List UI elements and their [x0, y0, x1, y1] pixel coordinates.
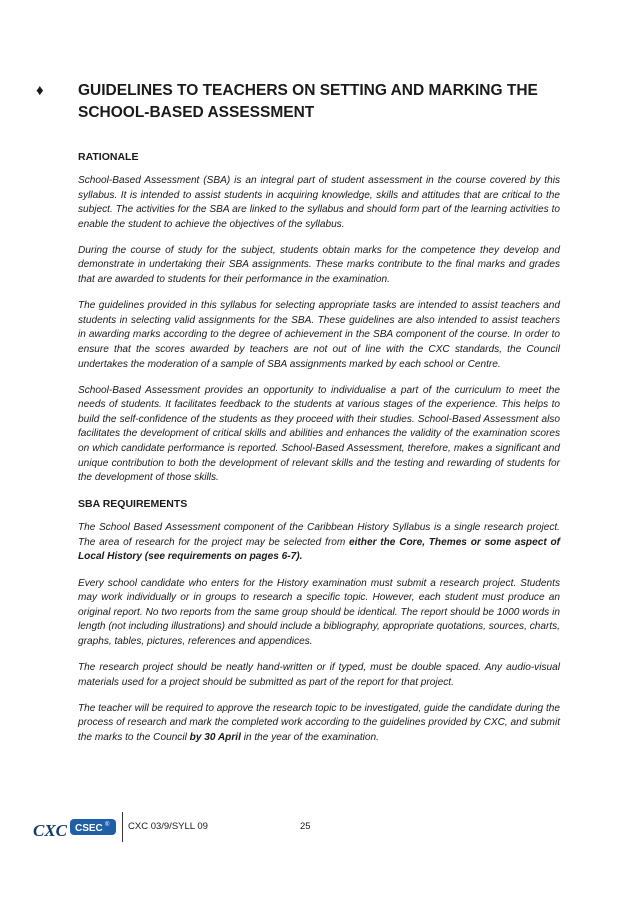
csec-logo-text: CSEC [75, 823, 103, 834]
rationale-paragraph-4: School-Based Assessment provides an opportunity to individualise a part of the curriculum to meet the needs of students. It facilitates feedback to the students at various stages of the experience. This helps to build the self-confidence of the students as they proceed with their studies. School-Based Assessment also facilitates the development of critical skills and abilities and enhances the validity of the examination scores on which candidate performance is reported. School-Based Assessment, therefore, makes a significant and unique contribution to both the development of relevant skills and the testing and rewarding of students for the development of those skills. [78, 384, 560, 484]
rationale-title: RATIONALE [78, 151, 139, 163]
body-content [78, 150, 560, 757]
requirements-p1-text: The School Based Assessment component of the Caribbean History Syllabus is a single research project. The area of research for the project may be selected from [78, 522, 560, 548]
page-number: 25 [300, 821, 311, 832]
requirements-p4-text: The teacher will be required to approve the research topic to be investigated, guide the candidate during the process of research and mark the completed work according to the guidelines provided by CXC, and submit the marks to the Council [78, 702, 560, 743]
cxc-csec-logo [32, 812, 118, 844]
title-line-2: SCHOOL-BASED ASSESSMENT [78, 104, 315, 121]
requirements-paragraph-3: The research project should be neatly hand-written or if typed, must be double spaced. Any audio-visual materials used for a project should be submitted as part of the report for that project. [78, 662, 560, 688]
footer-divider [122, 812, 123, 842]
syllabus-code: CXC 03/9/SYLL 09 [128, 821, 208, 832]
page-footer [32, 812, 352, 844]
requirements-paragraph-4 [78, 702, 560, 746]
requirements-p4-bold: by 30 April [189, 731, 241, 743]
title-line-1: GUIDELINES TO TEACHERS ON SETTING AND MARKING THE [78, 82, 538, 99]
registered-mark: ® [105, 822, 110, 828]
requirements-paragraph-1 [78, 521, 560, 565]
rationale-paragraph-3: The guidelines provided in this syllabus for selecting appropriate tasks are intended to assist teachers and students in selecting valid assignments for the SBA. These guidelines are also intended to assist teachers in awarding marks according to the degree of achievement in the SBA component of the course. In order to ensure that the scores awarded by teachers are not out of line with the CXC standards, the Council undertakes the moderation of a sample of SBA assignments marked by each school or Centre. [78, 300, 560, 370]
cxc-logo-mark: CXC [33, 821, 68, 840]
rationale-paragraph-2: During the course of study for the subject, students obtain marks for the competence they develop and demonstrate in undertaking their SBA assignments. These marks contribute to the final marks and grades that are awarded to students for their performance in the examination. [78, 244, 560, 286]
requirements-p4-end: in the year of the examination. [240, 731, 379, 743]
sba-requirements-title: SBA REQUIREMENTS [78, 498, 188, 511]
requirements-paragraph-2: Every school candidate who enters for the History examination must submit a research project. Students may work individually or in groups to research a specific topic. However, each student must produce an original report. No two reports from the same group should be identical. The report should be 1000 words in length (not including illustrations) and should include a bibliography, appropriate quotations, sources, charts, graphs, tables, pictures, references and appendices. [78, 577, 560, 647]
rationale-paragraph-1: School-Based Assessment (SBA) is an integral part of student assessment in the course covered by this syllabus. It is intended to assist students in acquiring knowledge, skills and attitudes that are critical to the subject. The activities for the SBA are linked to the syllabus and should form part of the learning activities to enable the student to achieve the objectives of the syllabus. [78, 175, 560, 230]
diamond-bullet-icon: ♦ [36, 82, 44, 99]
requirements-p1-bold: either the Core, Themes or some aspect of Local History (see requirements on pages 6-7). [78, 536, 560, 563]
page-title [78, 80, 578, 124]
